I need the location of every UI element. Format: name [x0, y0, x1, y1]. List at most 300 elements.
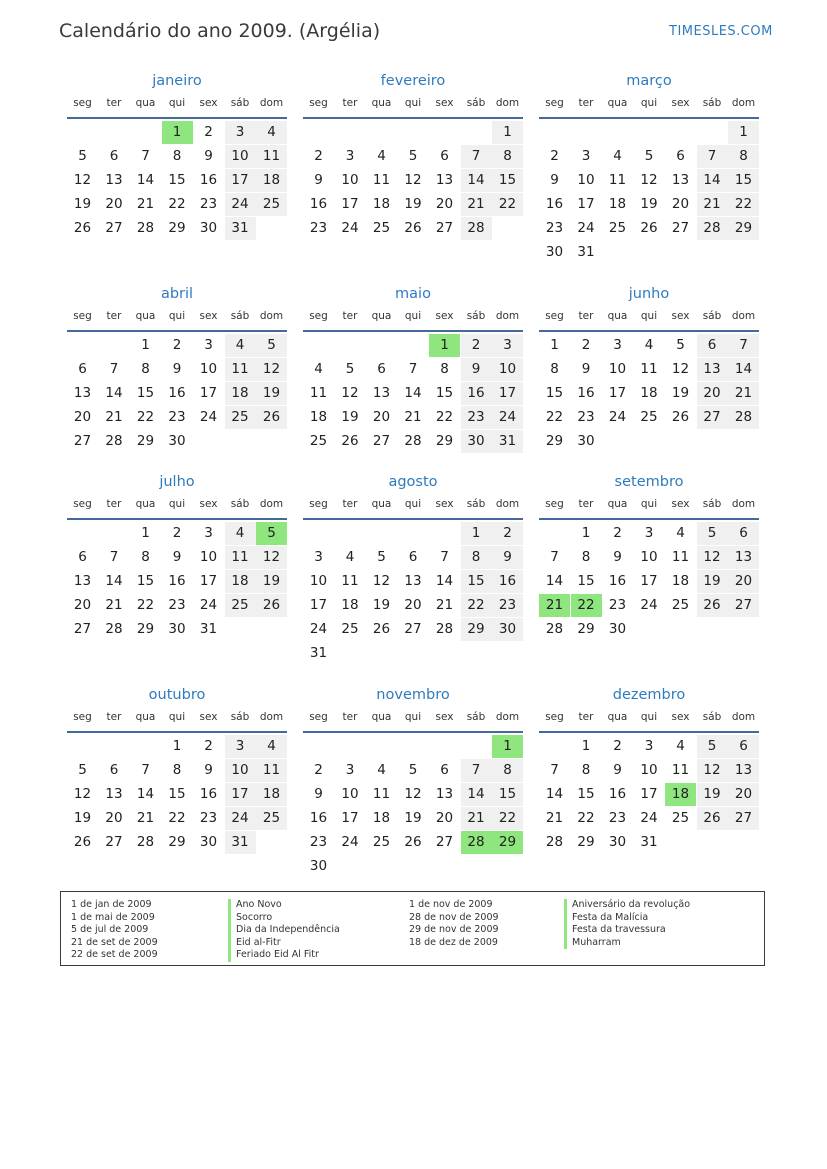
day-cell: 30 [309, 858, 328, 874]
day-cell: 12 [73, 172, 92, 188]
day-cell: 8 [141, 549, 150, 565]
day-cell: 24 [225, 807, 256, 830]
day-cell: 4 [225, 334, 256, 357]
weekday-label: ter [342, 310, 358, 322]
day-cell: 2 [581, 337, 591, 353]
day-cell: 17 [225, 169, 256, 192]
day-cell: 9 [172, 361, 182, 377]
day-cell: 6 [440, 762, 449, 778]
day-cell: 8 [461, 546, 492, 569]
day-cell: 27 [105, 220, 123, 236]
day-cell: 21 [435, 597, 454, 613]
day-cell: 2 [204, 124, 213, 140]
legend-holiday-name: Eid al-Fitr [228, 937, 340, 950]
month-name: abril [160, 286, 194, 302]
weekday-label: sex [671, 498, 690, 510]
day-cell: 6 [109, 148, 119, 164]
day-cell: 31 [225, 831, 256, 854]
day-cell: 9 [204, 762, 213, 778]
day-cell: 4 [345, 549, 355, 565]
weekday-label: qui [404, 711, 422, 723]
day-cell: 27 [73, 433, 92, 449]
day-cell: 10 [199, 549, 218, 565]
day-cell: 24 [341, 834, 359, 850]
day-cell: 28 [136, 220, 155, 236]
day-cell: 22 [461, 594, 492, 617]
day-cell: 14 [136, 172, 155, 188]
day-cell: 7 [440, 549, 449, 565]
day-cell: 31 [199, 621, 218, 637]
day-cell: 11 [341, 573, 359, 589]
day-cell: 26 [697, 594, 728, 617]
day-cell: 12 [256, 546, 287, 569]
day-cell: 19 [372, 597, 391, 613]
day-cell: 3 [345, 148, 355, 164]
day-cell: 2 [172, 337, 182, 353]
day-cell: 11 [671, 549, 690, 565]
day-cell: 9 [314, 786, 323, 802]
day-cell: 17 [341, 810, 359, 826]
weekday-label: qua [607, 310, 628, 322]
day-cell: 20 [404, 597, 422, 613]
legend-date: 21 de set de 2009 [71, 936, 158, 948]
day-cell: 11 [372, 786, 391, 802]
day-cell: 16 [461, 382, 492, 405]
day-cell: 7 [550, 549, 559, 565]
legend-date: 1 de nov de 2009 [409, 899, 493, 910]
day-cell: 30 [168, 621, 186, 637]
weekday-label: seg [309, 498, 328, 510]
day-cell: 30 [492, 618, 523, 641]
day-cell: 12 [73, 786, 92, 802]
day-cell: 14 [105, 573, 123, 589]
legend-holiday-name: Socorro [228, 912, 340, 925]
day-cell: 15 [435, 385, 454, 401]
day-cell: 3 [204, 525, 213, 541]
day-cell: 29 [577, 621, 595, 637]
day-cell: 27 [435, 220, 454, 236]
site-link[interactable]: TIMESLES.COM [669, 24, 773, 39]
weekday-label: seg [545, 498, 564, 510]
day-cell: 29 [728, 217, 759, 240]
day-cell: 27 [728, 807, 759, 830]
day-cell: 26 [404, 220, 422, 236]
day-cell: 5 [697, 735, 728, 758]
day-cell: 17 [640, 573, 658, 589]
day-cell: 18 [256, 169, 287, 192]
day-cell: 25 [225, 594, 256, 617]
legend-date: 1 de mai de 2009 [71, 911, 155, 923]
day-cell: 30 [199, 220, 218, 236]
day-cell: 10 [640, 549, 658, 565]
day-cell: 8 [550, 361, 559, 377]
day-cell: 21 [404, 409, 422, 425]
day-cell: 19 [697, 570, 728, 593]
month-name: agosto [388, 474, 438, 490]
day-cell: 13 [73, 573, 92, 589]
day-cell: 27 [73, 621, 92, 637]
month-name: maio [395, 286, 431, 302]
weekday-header [67, 498, 287, 520]
day-cell: 22 [168, 810, 186, 826]
day-cell: 12 [640, 172, 658, 188]
holiday-legend [60, 891, 765, 966]
weekday-label: sáb [702, 498, 722, 510]
day-cell: 13 [105, 786, 123, 802]
weekday-label: qui [168, 310, 186, 322]
day-cell: 12 [256, 358, 287, 381]
day-cell: 2 [492, 522, 523, 545]
legend-holiday-name: Festa da Malícia [564, 912, 690, 925]
day-cell: 13 [728, 546, 759, 569]
day-cell: 8 [581, 762, 591, 778]
weekday-label: ter [342, 711, 358, 723]
day-cell: 25 [309, 433, 328, 449]
day-cell: 19 [404, 810, 422, 826]
day-cell: 23 [577, 409, 595, 425]
day-cell: 29 [461, 618, 492, 641]
day-cell: 31 [225, 217, 256, 240]
month-name: julho [159, 474, 195, 490]
day-cell: 25 [256, 807, 287, 830]
day-cell: 24 [577, 220, 595, 236]
day-cell: 28 [435, 621, 454, 637]
day-cell: 12 [341, 385, 359, 401]
day-cell: 18 [341, 597, 359, 613]
legend-dates-left [71, 899, 158, 962]
day-cell: 17 [492, 382, 523, 405]
day-cell: 26 [256, 594, 287, 617]
weekday-label: sex [435, 97, 454, 109]
day-cell: 5 [644, 148, 654, 164]
weekday-label: seg [73, 310, 92, 322]
day-cell: 2 [314, 148, 323, 164]
day-cell: 27 [404, 621, 422, 637]
day-cell: 20 [73, 409, 92, 425]
day-cell: 9 [314, 172, 323, 188]
weekday-label: seg [545, 711, 564, 723]
day-cell: 28 [136, 834, 155, 850]
day-cell: 7 [141, 148, 150, 164]
legend-holiday-name: Dia da Independência [228, 924, 340, 937]
weekday-label: sáb [702, 711, 722, 723]
weekday-label: dom [495, 310, 520, 322]
month-name: outubro [148, 687, 206, 703]
weekday-label: sáb [230, 498, 250, 510]
day-cell: 8 [492, 759, 523, 782]
weekday-label: qua [607, 498, 628, 510]
page-title: Calendário do ano 2009. (Argélia) [59, 20, 381, 42]
weekday-header [67, 711, 287, 733]
day-cell: 22 [168, 196, 186, 212]
weekday-label: sex [671, 310, 690, 322]
holiday-day-cell: 18 [665, 783, 696, 806]
day-cell: 1 [550, 337, 559, 353]
day-cell: 21 [697, 193, 728, 216]
day-cell: 29 [168, 834, 186, 850]
day-cell: 10 [309, 573, 328, 589]
day-cell: 22 [136, 409, 155, 425]
weekday-label: sex [199, 711, 218, 723]
weekday-label: seg [73, 498, 92, 510]
day-cell: 31 [577, 244, 595, 260]
day-cell: 26 [256, 406, 287, 429]
weekday-label: qua [371, 97, 392, 109]
day-cell: 27 [435, 834, 454, 850]
day-cell: 14 [728, 358, 759, 381]
weekday-label: sex [435, 711, 454, 723]
day-cell: 5 [78, 762, 87, 778]
day-cell: 17 [199, 385, 218, 401]
day-cell: 13 [697, 358, 728, 381]
legend-date: 1 de jan de 2009 [71, 899, 152, 910]
weekday-label: dom [259, 97, 284, 109]
day-cell: 29 [435, 433, 454, 449]
day-cell: 23 [168, 597, 186, 613]
day-cell: 16 [309, 196, 328, 212]
day-cell: 4 [676, 738, 685, 754]
day-cell: 13 [435, 786, 454, 802]
day-cell: 19 [256, 382, 287, 405]
day-cell: 28 [404, 433, 422, 449]
day-cell: 17 [225, 783, 256, 806]
day-cell: 10 [577, 172, 595, 188]
weekday-label: qua [371, 711, 392, 723]
day-cell: 26 [73, 220, 92, 236]
day-cell: 25 [671, 597, 690, 613]
day-cell: 7 [461, 759, 492, 782]
day-cell: 1 [581, 525, 591, 541]
day-cell: 2 [172, 525, 182, 541]
weekday-label: seg [545, 310, 564, 322]
day-cell: 8 [172, 762, 182, 778]
day-cell: 2 [314, 762, 323, 778]
weekday-label: ter [342, 498, 358, 510]
day-cell: 20 [728, 783, 759, 806]
weekday-label: sáb [466, 498, 486, 510]
day-cell: 28 [545, 621, 564, 637]
day-cell: 12 [697, 546, 728, 569]
day-cell: 21 [545, 810, 564, 826]
day-cell: 9 [613, 549, 622, 565]
day-cell: 8 [172, 148, 182, 164]
day-cell: 31 [640, 834, 658, 850]
weekday-label: dom [731, 498, 756, 510]
month-name: novembro [376, 687, 450, 703]
holiday-day-cell: 1 [429, 334, 460, 357]
day-cell: 18 [372, 196, 391, 212]
day-cell: 16 [545, 196, 564, 212]
day-cell: 16 [577, 385, 595, 401]
day-cell: 7 [141, 762, 150, 778]
day-cell: 20 [435, 810, 454, 826]
weekday-label: dom [495, 498, 520, 510]
day-cell: 26 [404, 834, 422, 850]
weekday-header [539, 310, 759, 332]
day-cell: 12 [404, 172, 422, 188]
weekday-header [303, 498, 523, 520]
day-cell: 22 [492, 807, 523, 830]
day-cell: 16 [309, 810, 328, 826]
weekday-label: sex [199, 498, 218, 510]
weekday-label: ter [106, 97, 122, 109]
day-cell: 21 [136, 810, 155, 826]
weekday-label: qua [135, 310, 156, 322]
day-cell: 15 [461, 570, 492, 593]
month-name: fevereiro [380, 73, 446, 89]
day-cell: 14 [435, 573, 454, 589]
day-cell: 23 [309, 834, 328, 850]
day-cell: 21 [105, 597, 123, 613]
day-cell: 29 [545, 433, 564, 449]
weekday-label: qui [404, 310, 422, 322]
weekday-label: sáb [466, 310, 486, 322]
weekday-label: sáb [702, 97, 722, 109]
weekday-label: sáb [466, 97, 486, 109]
day-cell: 5 [345, 361, 355, 377]
day-cell: 18 [309, 409, 328, 425]
holiday-day-cell: 22 [571, 594, 602, 617]
day-cell: 28 [728, 406, 759, 429]
day-cell: 2 [204, 738, 213, 754]
day-cell: 15 [577, 573, 595, 589]
day-cell: 13 [728, 759, 759, 782]
day-cell: 4 [613, 148, 622, 164]
day-cell: 8 [440, 361, 449, 377]
day-cell: 7 [109, 361, 119, 377]
legend-date: 22 de set de 2009 [71, 949, 158, 960]
day-cell: 14 [105, 385, 123, 401]
day-cell: 10 [341, 172, 359, 188]
day-cell: 1 [461, 522, 492, 545]
day-cell: 6 [109, 762, 119, 778]
weekday-label: ter [578, 711, 594, 723]
weekday-label: sex [435, 498, 454, 510]
weekday-label: ter [342, 97, 358, 109]
day-cell: 25 [671, 810, 690, 826]
day-cell: 18 [225, 570, 256, 593]
day-cell: 1 [581, 738, 591, 754]
day-cell: 23 [168, 409, 186, 425]
day-cell: 11 [309, 385, 328, 401]
holiday-day-cell: 5 [256, 522, 287, 545]
day-cell: 10 [225, 145, 256, 168]
day-cell: 16 [492, 570, 523, 593]
day-cell: 18 [225, 382, 256, 405]
day-cell: 5 [78, 148, 87, 164]
day-cell: 21 [461, 193, 492, 216]
day-cell: 8 [728, 145, 759, 168]
day-cell: 24 [199, 597, 218, 613]
day-cell: 19 [671, 385, 690, 401]
day-cell: 11 [671, 762, 690, 778]
day-cell: 31 [492, 430, 523, 453]
day-cell: 30 [461, 430, 492, 453]
day-cell: 11 [372, 172, 391, 188]
day-cell: 16 [199, 172, 218, 188]
day-cell: 9 [204, 148, 213, 164]
day-cell: 14 [461, 783, 492, 806]
day-cell: 3 [644, 738, 654, 754]
weekday-label: seg [309, 97, 328, 109]
day-cell: 12 [372, 573, 391, 589]
day-cell: 29 [136, 621, 155, 637]
day-cell: 14 [697, 169, 728, 192]
day-cell: 8 [141, 361, 150, 377]
day-cell: 25 [225, 406, 256, 429]
weekday-label: qui [404, 97, 422, 109]
weekday-label: ter [106, 498, 122, 510]
day-cell: 23 [461, 406, 492, 429]
day-cell: 24 [309, 621, 328, 637]
day-cell: 23 [199, 810, 218, 826]
day-cell: 10 [199, 361, 218, 377]
day-cell: 9 [492, 546, 523, 569]
month-name: setembro [614, 474, 684, 490]
weekday-label: dom [731, 97, 756, 109]
day-cell: 5 [408, 148, 418, 164]
weekday-label: seg [309, 310, 328, 322]
weekday-label: dom [731, 310, 756, 322]
day-cell: 15 [545, 385, 564, 401]
day-cell: 22 [545, 409, 564, 425]
legend-names-left [228, 899, 340, 962]
day-cell: 19 [256, 570, 287, 593]
day-cell: 26 [73, 834, 92, 850]
weekday-label: sex [199, 97, 218, 109]
day-cell: 26 [697, 807, 728, 830]
day-cell: 7 [408, 361, 418, 377]
weekday-label: qua [371, 498, 392, 510]
weekday-label: dom [731, 711, 756, 723]
day-cell: 7 [697, 145, 728, 168]
day-cell: 12 [671, 361, 690, 377]
day-cell: 17 [309, 597, 328, 613]
weekday-header [539, 711, 759, 733]
day-cell: 13 [671, 172, 690, 188]
day-cell: 2 [613, 738, 622, 754]
day-cell: 9 [581, 361, 591, 377]
day-cell: 5 [697, 522, 728, 545]
holiday-day-cell: 1 [492, 735, 523, 758]
day-cell: 26 [640, 220, 658, 236]
day-cell: 3 [644, 525, 654, 541]
day-cell: 20 [435, 196, 454, 212]
holiday-day-cell: 21 [539, 594, 570, 617]
day-cell: 7 [461, 145, 492, 168]
weekday-header [303, 97, 523, 119]
day-cell: 9 [172, 549, 182, 565]
day-cell: 3 [204, 337, 213, 353]
day-cell: 27 [728, 594, 759, 617]
day-cell: 20 [372, 409, 391, 425]
legend-holiday-name: Festa da travessura [564, 924, 690, 937]
day-cell: 15 [136, 573, 155, 589]
weekday-label: dom [259, 498, 284, 510]
day-cell: 4 [256, 735, 287, 758]
day-cell: 21 [136, 196, 155, 212]
day-cell: 3 [492, 334, 523, 357]
day-cell: 5 [256, 334, 287, 357]
day-cell: 16 [199, 786, 218, 802]
legend-holiday-name: Muharram [564, 937, 690, 950]
day-cell: 10 [492, 358, 523, 381]
day-cell: 12 [404, 786, 422, 802]
day-cell: 27 [671, 220, 690, 236]
day-cell: 23 [309, 220, 328, 236]
day-cell: 1 [728, 121, 759, 144]
day-cell: 30 [168, 433, 186, 449]
